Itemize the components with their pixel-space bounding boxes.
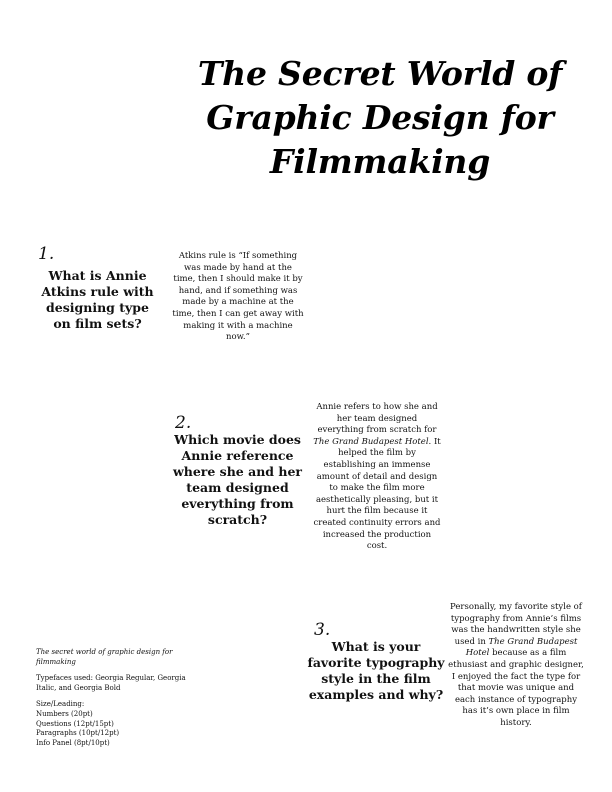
info-panel-size-numbers: Numbers (20pt) bbox=[36, 709, 93, 718]
answer-3-film-title: The Grand Budapest Hotel bbox=[465, 636, 578, 659]
question-1-number: 1. bbox=[38, 244, 55, 264]
answer-2-part-1: Annie refers to how she and her team designed everything from scratch for bbox=[316, 402, 438, 436]
answer-3-text bbox=[448, 602, 584, 730]
info-panel-size-heading: Size/Leading: bbox=[36, 700, 85, 709]
info-panel bbox=[36, 648, 196, 748]
question-2-number: 2. bbox=[175, 413, 192, 433]
info-panel-typefaces: Typefaces used: Georgia Regular, Georgia Italic, and Georgia Bold bbox=[36, 674, 186, 692]
question-3-text: What is your favorite typography style in the film examples and why? bbox=[307, 639, 445, 702]
question-3-number: 3. bbox=[314, 620, 331, 640]
answer-2-part-2: . It helped the film by establishing an immense amount of detail and design to make the film more aesthetically pleasing, but it hurt the film because it created continuity errors and increased the production cost. bbox=[313, 436, 441, 552]
title-line-3: Filmmaking bbox=[269, 142, 491, 181]
question-1-text: What is Annie Atkins rule with designing type on film sets? bbox=[41, 268, 154, 331]
question-2-text: Which movie does Annie reference where she and her team designed everything from scratch? bbox=[172, 432, 303, 527]
info-panel-size-questions: Questions (12pt/15pt) bbox=[36, 719, 114, 728]
title-line-1: The Secret World of bbox=[197, 54, 563, 93]
title-line-2: Graphic Design for bbox=[206, 98, 554, 137]
page-title bbox=[175, 52, 585, 184]
answer-3-part-1: Personally, my favorite style of typography from Annie’s films was the handwritten style she used in bbox=[450, 602, 582, 647]
info-panel-size-info-panel: Info Panel (8pt/10pt) bbox=[36, 738, 110, 747]
answer-2-film-title: The Grand Budapest Hotel bbox=[313, 436, 429, 447]
info-panel-size-paragraphs: Paragraphs (10pt/12pt) bbox=[36, 729, 120, 738]
answer-3-part-2: because as a film ethusiast and graphic designer, I enjoyed the fact the type for that movie was unique and each instance of typography has it’s own place in film history. bbox=[448, 648, 584, 728]
info-panel-heading: The secret world of graphic design for filmmaking bbox=[36, 648, 173, 666]
answer-2-text bbox=[313, 402, 441, 553]
answer-1-text: Atkins rule is “If something was made by hand at the time, then I should make it by hand, and if something was made by a machine at the time, then I can get away with making it with a machine now.” bbox=[172, 251, 304, 343]
